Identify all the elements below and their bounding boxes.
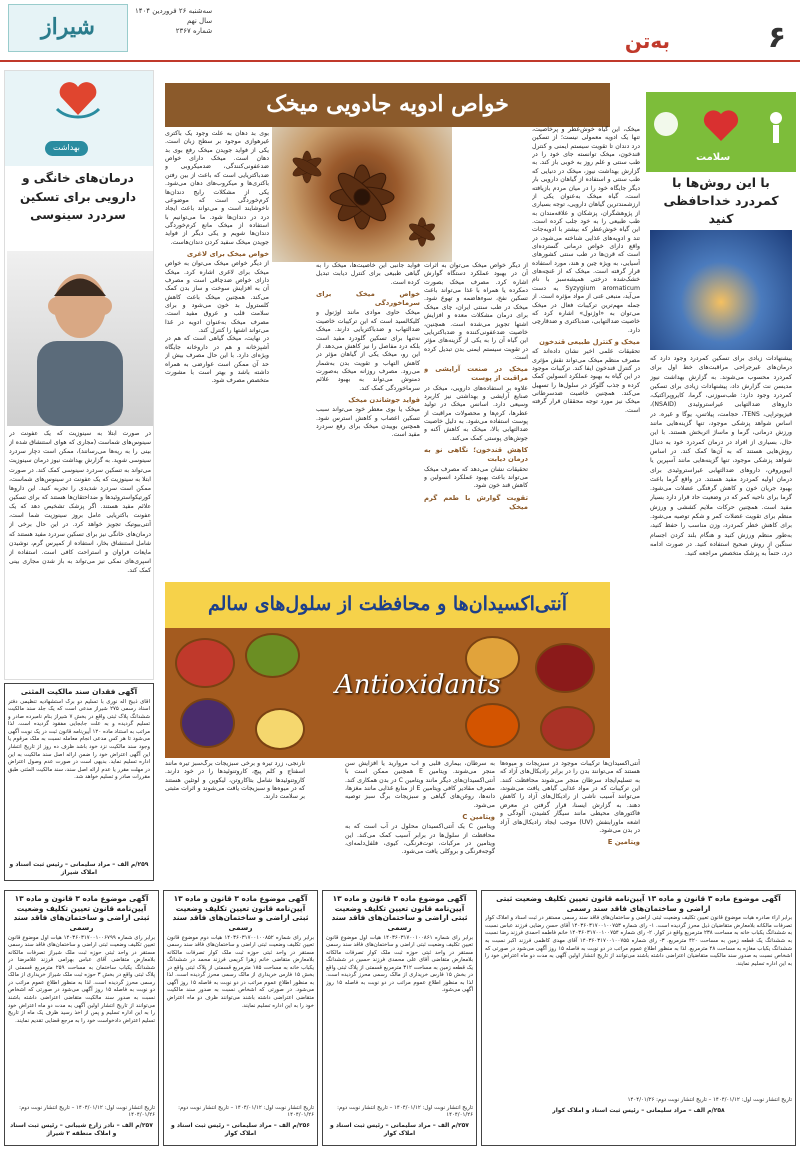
health-icons: [646, 96, 796, 156]
lemons-bowl: [255, 708, 305, 750]
issue-year: سال نهم: [186, 17, 213, 26]
health-label: سلامت: [696, 151, 731, 163]
subheading-diabetes: کاهش قندخون؛ نگاهی نو به درمان دیابت: [424, 446, 528, 464]
back-pain-image: [650, 230, 792, 350]
clove-column-1: میخک، این گیاه خوش‌عطر و پرخاصیت، تنها یک ادویه معمولی نیست؛ از تسکین درد دندان تا تقویت سیستم ایمنی و کنترل قندخون، میخک توانسته جای خود را در طب سنتی و علم روز به خوبی باز کند. به گزارش بهداشت نیوز، میخک در دنیایی که طب سنتی و استفاده از گیاهان دارویی بار دیگر جایگاه خود را در میان مردم بازیافته است، گیاه میخک به‌عنوان یکی از ارزشمندترین گیاهان دارویی، توجه بسیاری از پژوهشگران، پزشکان و علاقه‌مندان به طب طبیعی را به خود جلب کرده است. این گیاه خوش‌عطر که بیشتر با ادویه‌جات تند و ادویه‌های غذایی شناخته می‌شود، در واقع دارای خواص درمانی گسترده‌ای است که قرن‌ها در طب سنتی کشورهای آسیایی، به ویژه چین و هند، مورد استفاده قرار گرفته است. میخک که از غنچه‌های خشک‌شده درختی همیشه‌سبز با نام Syzygium aromaticum به دست می‌آید، منبعی غنی از مواد مؤثره است. از جمله مهم‌ترین ترکیبات فعال در میخک می‌توان به «اوژنول» اشاره کرد که خاصیت ضدالتهابی، ضدباکتری و ضدقارچی دارد. میخک و کنترل طبیعی قندخون تحقیقات علمی اخیر نشان داده‌اند که مصرف منظم میخک می‌تواند نقش مؤثری در کنترل قندخون ایفا کند. ترکیبات موجود در این گیاه به بهبود عملکرد انسولین کمک کرده و جذب گلوکز در سلول‌ها را تسهیل می‌کند. همچنین خاصیت ضدسرطانی میخک نیز مورد توجه محققان قرار گرفته است.: [532, 126, 640, 414]
ad-lost-deed: [4, 683, 154, 881]
ad-land-title-2: آگهی موضوع ماده ۳ قانون و ماده ۱۳ آیین‌نامه قانون تعیین تکلیف وضعیت ثبتی اراضی و ساختمان‌های فاقد سند رسمی برابر رای شماره ۱۴۰۳۶۰۳۱۷۰۰۱۰۰۸۵۲ هیات دوم موضوع قانون تعیین تکلیف وضعیت ثبتی اراضی و ساختمان‌های فاقد سند رسمی مستقر در واحد ثبتی حوزه ثبت ملک کوار تصرفات مالکانه بلامعارض متقاضی خانم زهرا کریمی فرزند محمد در ششدانگ یکباب خانه به مساحت ۱۸۵ مترمربع قسمتی از پلاک ثبتی واقع در بخش ۱۵ فارس خریداری از مالک رسمی محرز گردیده است. لذا به منظور اطلاع عموم مراتب در دو نوبت به فاصله ۱۵ روز آگهی می‌شود. در صورتی که اشخاص نسبت به صدور سند مالکیت متقاضی اعتراضی داشته باشند می‌توانند ظرف دو ماه اعتراض خود را به این اداره تسلیم نمایند. تاریخ انتشار نوبت اول: ۱۴۰۴/۰۱/۱۲ – تاریخ انتشار نوبت دوم: ۱۴۰۴/۰۱/۲۶ ۲۵۶/م الف – مراد سلیمانی – رئیس ثبت اسناد و املاک کوار: [163, 890, 318, 1146]
antioxidant-title: آنتی‌اکسیدان‌ها و محافظت از سلول‌های سالم: [207, 593, 568, 616]
antioxidant-column-3: نارنجی، زرد تیره و برخی سبزیجات برگ‌سبز تیره مانند اسفناج و کلم پیچ، کاروتنوئیدها را در خود دارند. کاروتنوئیدها شامل بتاکاروتن، لیکوپن و لوتئین هستند که در میوه‌ها و سبزیجات یافت می‌شوند و اثرات مثبتی بر سلامت دارند.: [165, 760, 305, 801]
hygiene-badge: بهداشت: [45, 141, 88, 156]
right-article-title: با این روش‌ها با کمردرد خداحافظی کنید: [663, 175, 779, 227]
headache-illustration: [7, 251, 153, 426]
antioxidant-column-2: به سرطان، بیماری قلبی و آب مروارید یا افزایش سن منجر می‌شوند. ویتامین E همچنین ممکن است با آنتی‌اکسیدان‌های دیگر مانند ویتامین C در بدن همکاری کند. مصرف مقادیر کافی ویتامین E از منابع غذایی مانند مغزها، دانه‌ها، روغن‌های گیاهی و سبزیجات برگ سبز توصیه می‌شود. ویتامین C ویتامین C یک آنتی‌اکسیدان محلول در آب است که به محافظت از سلول‌ها در برابر آسیب کمک می‌کند. این ویتامین در مرکبات، توت‌فرنگی، کیوی، فلفل‌دلمه‌ای، گوجه‌فرنگی و بروکلی یافت می‌شود.: [345, 760, 495, 856]
left-article-title: درمان‌های خانگی و دارویی برای تسکین سردرد سینوسی: [19, 171, 137, 223]
newspaper-logo[interactable]: شیراز: [8, 4, 128, 52]
right-article: [646, 92, 796, 887]
star-anise-illustration: [272, 127, 452, 262]
ad-body: آقای ذبیح اله نوری با تسلیم دو برگ استشهادیه تنظیمی دفتر اسناد رسمی ۲۷۵ شیراز مدعی است که یک جلد سند مالکیت ششدانگ پلاک ثبتی واقع در بخش ۷ شیراز بنام نامبرده صادر و تسلیم گردیده و به علت جابجایی مفقود گردیده است. لذا مراتب به استناد ماده ۱۲۰ آیین‌نامه قانون ثبت در یک نوبت آگهی می‌شود تا هر کس مدعی انجام معامله نسبت به ملک مرقوم یا وجود سند مالکیت نزد خود باشد ظرف ده روز از تاریخ انتشار این آگهی اعتراض خود را ضمن ارائه اصل سند مالکیت به این اداره تسلیم نماید. بدیهی است در صورت عدم وصول اعتراض در مهلت مقرر یا عدم ارائه اصل سند، سند مالکیت المثنی طبق مقررات صادر و تسلیم خواهد شد.: [8, 698, 150, 781]
greens-bowl: [245, 633, 300, 678]
ad-land-title-4: آگهی موضوع ماده ۳ قانون و ماده ۱۳ آیین‌نامه قانون تعیین تکلیف وضعیت ثبتی اراضی و ساختمان‌های فاقد سند رسمی برابر آراء صادره هیات موضوع قانون تعیین تکلیف وضعیت ثبتی اراضی و ساختمان‌های فاقد سند رسمی مستقر در ثبت اسناد و املاک کوار تصرفات مالکانه بلامعارض متقاضیان ذیل محرز گردیده است. ۱- رای شماره ۱۴۰۳۶۰۳۱۷۰۰۱۰۰۷۵۳ آقای حسن رضایی فرزند عباس نسبت به ششدانگ یکباب خانه به مساحت ۲۳۸ مترمربع واقع در کوار. ۲- رای شماره ۱۴۰۳۶۰۳۱۷۰۰۱۰۰۷۵۴ خانم فاطمه احمدی فرزند رضا نسبت به ششدانگ یک قطعه زمین به مساحت ۴۲۰ مترمربع. ۳- رای شماره ۱۴۰۳۶۰۳۱۷۰۰۱۰۰۷۵۵ آقای مهدی کاظمی فرزند اکبر نسبت به ششدانگ یکباب مغازه به مساحت ۴۸ مترمربع. لذا به منظور اطلاع عموم مراتب در دو نوبت به فاصله ۱۵ روز آگهی می‌شود در صورتی که اشخاص نسبت به صدور سند مالکیت متقاضیان اعتراضی داشته باشند می‌توانند از تاریخ انتشار اولین آگهی به مدت دو ماه اعتراض خود را به این اداره تسلیم نمایند. تاریخ انتشار نوبت اول: ۱۴۰۴/۰۱/۱۲ – تاریخ انتشار نوبت دوم: ۱۴۰۴/۰۱/۲۶ ۲۵۸/م الف – مراد سلیمانی – رئیس ثبت اسناد و املاک کوار: [481, 890, 796, 1146]
subheading-weight: خواص میخک برای لاغری: [186, 250, 269, 259]
right-article-body: پیشنهادات زیادی برای تسکین کمردرد وجود دارد که درمان‌های غیرجراحی مراقبت‌های خط اول برای کمردرد محسوب می‌شوند. به گزارش بهداشت نیوز مدیسن نت گزارش داد، پیشنهادات زیادی برای تسکین کمردرد وجود دارد: طب‌سوزنی، گرما، کایروپراکتیک، داروهای ضدالتهابی غیراستروئیدی (NSAID)، فیزیوتراپی، TENS، حجامت، پیلاتس، یوگا و غیره. در اساس شواهد پزشکی موجود، تنها گزینه‌هایی مانند ورزش درمانی، گرما و ماساژ اثربخش هستند. با این حال، بسیاری از افراد در درمان کمردرد خود به دنبال روش‌هایی هستند که به آن‌ها کمک کند. در اساس شواهد پزشکی موجود، تنها گزینه‌هایی مانند آسپرین یا ایبوپروفن، داروهای ضدالتهابی غیراستروئیدی برای درمان اولیه کمردرد مفید هستند. در واقع گرما باعث بهبود جریان خون و کاهش گرفتگی عضلات می‌شود. گرما برای ناحیه کمر که در وضعیت حاد قرار دارد بسیار مفید است. همچنین حرکات ملایم کششی و ورزش منظم برای تقویت عضلات کمر و شکم توصیه می‌شود. برای کاهش خطر کمردرد، وزن مناسب را حفظ کنید، به‌طور منظم ورزش کنید و هنگام بلند کردن اجسام سنگین از روش صحیح استفاده کنید. در صورت ادامه درد، حتماً به پزشک متخصص مراجعه کنید.: [650, 355, 792, 558]
left-banner: [5, 71, 153, 166]
health-banner: [646, 92, 796, 172]
subheading-skin: میخک در صنعت آرایشی و مراقبت از پوست: [424, 365, 528, 383]
star-anise-image: [272, 127, 452, 262]
clove-column-3: فواید جانبی این خاصیت‌ها، میخک را به گیاهی طبیعی برای کنترل دیابت تبدیل کرده است. خواص میخک برای سرماخوردگی میخک حاوی موادی مانند اوژنول و کلیکالسید است که این ترکیبات خاصیت ضدالتهاب و ضدباکتریایی دارند. میخک نه‌تنها برای تسکین گلودرد مفید است بلکه درد مفاصل را نیز کاهش می‌دهد. از این رو، میخک یکی از گیاهان مؤثر در کاهش التهاب و تقویت بدن به‌شمار می‌رود. مصرف روزانه میخک به‌صورت دمنوش می‌تواند به بهبود علائم سرماخوردگی کمک کند. فواید جوشاندن میخک میخک یا بوی معطر خود می‌تواند سبب تسکین اعصاب و کاهش استرس شود. همچنین بوییدن میخک برای رفع سردرد مفید است.: [316, 262, 420, 439]
berries-bowl: [175, 638, 235, 688]
issue-date: سه‌شنبه ۲۶ فروردین ۱۴۰۴: [135, 7, 213, 15]
subheading-digestion: تقویت گوارش با طعم گرم میخک: [424, 493, 528, 511]
issue-number: شماره ۲۳۶۷: [175, 27, 213, 36]
ad-title: آگهی فقدان سند مالکیت المثنی: [20, 687, 138, 696]
antioxidant-column-1: آنتی‌اکسیدان‌ها ترکیبات موجود در سبزیجات و میوه‌ها هستند که می‌توانند بدن را در برابر رادیکال‌های آزاد که به تسلیم‌ایجاد سرطان منجر می‌شوند محافظت کنند. این ترکیبات که در مواد غذایی گیاهی یافت می‌شوند، می‌توانند آسیب ناشی از رادیکال‌های آزاد را کاهش دهند. به گزارش ایسنا، قرار گرفتن در معرض فاکتورهای محیطی مانند سیگار کشیدن، آلودگی و اشعه ماورابنفش (UV) موجب ایجاد رادیکال‌های آزاد در بدن می‌شود. ویتامین E: [500, 760, 640, 847]
subheading-decoction: فواید جوشاندن میخک: [348, 396, 420, 405]
subheading-cold: خواص میخک برای سرماخوردگی: [316, 290, 420, 308]
issue-info: [135, 6, 212, 36]
left-article: [4, 70, 154, 680]
clove-article-title-bar: [165, 83, 610, 127]
ad-footer: ۲۵۹/م الف – مراد سلیمانی – رئیس ثبت اسناد و املاک شیراز: [9, 860, 149, 877]
page-number: ۶: [767, 20, 786, 55]
ad-land-title-1: آگهی موضوع ماده ۳ قانون و ماده ۱۳ آیین‌نامه قانون تعیین تکلیف وضعیت ثبتی اراضی و ساختمان‌های فاقد سند رسمی برابر رای شماره ۱۴۰۳۶۰۳۱۷۰۰۱۰۰۶۷۹۹ هیات اول موضوع قانون تعیین تکلیف وضعیت ثبتی اراضی و ساختمان‌های فاقد سند رسمی مستقر در واحد ثبتی حوزه ثبت ملک شیراز تصرفات مالکانه بلامعارض متقاضی آقای عباس بهرامی فرزند غلامرضا در ششدانگ یکباب ساختمان به مساحت ۲۵۹ مترمربع قسمتی از پلاک ثبتی واقع در بخش ۳ حوزه ثبت ملک شیراز خریداری از مالک رسمی محرز گردیده است. لذا به منظور اطلاع عموم مراتب در دو نوبت به فاصله ۱۵ روز آگهی می‌شود در صورتی که اشخاص نسبت به صدور سند مالکیت متقاضی اعتراضی داشته باشند می‌توانند از تاریخ انتشار اولین آگهی به مدت دو ماه اعتراض خود را به این اداره تسلیم و پس از اخذ رسید ظرف یک ماه از تاریخ تسلیم اعتراض دادخواست خود را به مرجع قضایی تقدیم نمایند. تاریخ انتشار نوبت اول: ۱۴۰۴/۰۱/۱۲ – تاریخ انتشار نوبت دوم: ۱۴۰۴/۰۱/۲۶ ۲۵۷/م الف – نادر زارع شیبانی – رئیس ثبت اسناد و املاک منطقه ۲ شیراز: [4, 890, 159, 1146]
clove-column-2: از دیگر خواص میخک می‌توان به اثرات آن در بهبود عملکرد دستگاه گوارش اشاره کرد. مصرف میخک بصورت دمکرده یا همراه با غذا می‌تواند باعث تسکین نفخ، سوءهاضمه و تهوع شود. میخک در طب سنتی ایران، چای میخک برای درمان مشکلات معده و افزایش اشتها تجویز می‌شده است. همچنین، خاصیت ضدعفونی‌کننده و ضدباکتریایی این گیاه آن را به یکی از گزینه‌های مؤثر در تقویت سیستم ایمنی بدن تبدیل کرده است. میخک در صنعت آرایشی و مراقبت از پوست علاوه بر استفاده‌های دارویی، میخک در صنایع آرایشی و بهداشتی نیز کاربرد وسیعی دارد. اسانس میخک در تولید عطرها، کرم‌ها و محصولات مراقبت از پوست استفاده می‌شود. به دلیل خاصیت ضدالتهابی بالا، میخک به کاهش آکنه و جوش‌های پوستی کمک می‌کند. کاهش قندخون؛ نگاهی نو به درمان دیابت تحقیقات نشان می‌دهد که مصرف میخک می‌تواند باعث بهبود عملکرد انسولین و کاهش قند خون شود. تقویت گوارش با طعم گرم میخک: [424, 262, 528, 511]
grapes-bowl: [180, 698, 235, 748]
antioxidants-text: Antioxidants: [335, 670, 501, 700]
ad-land-title-3: آگهی موضوع ماده ۳ قانون و ماده ۱۳ آیین‌نامه قانون تعیین تکلیف وضعیت ثبتی اراضی و ساختمان‌های فاقد سند رسمی برابر رای شماره ۱۴۰۳۶۰۳۱۷۰۰۱۰۰۸۶۱ هیات اول موضوع قانون تعیین تکلیف وضعیت ثبتی اراضی و ساختمان‌های فاقد سند رسمی مستقر در واحد ثبتی حوزه ثبت ملک کوار تصرفات مالکانه بلامعارض متقاضی آقای علی محمدی فرزند حسین در ششدانگ یک قطعه زمین به مساحت ۳۱۲ مترمربع قسمتی از پلاک ثبتی واقع در بخش ۱۵ فارس خریداری از مالک رسمی محرز گردیده است. لذا به منظور اطلاع عموم مراتب در دو نوبت به فاصله ۱۵ روز آگهی می‌شود. تاریخ انتشار نوبت اول: ۱۴۰۴/۰۱/۱۲ – تاریخ انتشار نوبت دوم: ۱۴۰۴/۰۱/۲۶ ۲۵۷/م الف – مراد سلیمانی – رئیس ثبت اسناد و املاک کوار: [322, 890, 477, 1146]
antioxidant-title-bar: [165, 582, 610, 628]
headache-man-image: [7, 251, 153, 426]
clove-article-title: خواص ادویه جادویی میخک: [266, 91, 509, 118]
left-article-body: در صورت ابتلا به سینوزیت که یک عفونت در سینوس‌های شماست (مجاری که هوای استنشاق شده از بینی را به ریه‌ها می‌رسانند)، ممکن است دچار سردرد سینوسی شوید. به گزارش بهداشت نیوز درمان سینوزیت می‌تواند به تسکین سردرد سینوسی کمک کند. در صورت ابتلا به سینوزیت که یک عفونت در سینوس‌های شماست، ممکن است سردرد شدیدی را تجربه کنید. این داروها کورتیکواستروئیدها و ضداحتقان‌ها هستند که برای تسکین علائم مفید هستند. اگر پزشک تشخیص دهد که یک عفونت باکتریایی عامل بروز سینوزیت شما است، آنتی‌بیوتیک تجویز خواهد کرد. در این حال برخی از درمان‌های خانگی نیز برای تسکین سردرد مفید هستند که شامل استنشاق بخار، استفاده از کمپرس گرم، نوشیدن مایعات فراوان و استراحت کافی است. استفاده از اسپری‌های نمکی نیز می‌تواند به باز شدن مجاری بینی کمک کند.: [9, 430, 151, 575]
heart-hands-icon: [55, 79, 101, 119]
section-title: به‌تن: [624, 29, 670, 53]
subheading-vitamin-e: ویتامین E: [607, 838, 640, 847]
subheading-vitamin-c: ویتامین C: [462, 813, 495, 822]
clove-column-4: بوی بد دهان به علت وجود یک باکتری غیرهوازی موجود بر سطح زبان است. یکی از فواید جویدن میخک رفع بوی بد دهان است. میخک دارای خواص ضدعفونی‌کنندگی، ضدمیکروبی و ضدباکتریایی است که باعث از بین رفتن باکتری‌ها و میکروب‌های دهان می‌شود. یکی از مشکلات رایج دندان‌ها کرم‌خوردگی است که موضوعی ناخوشایند است و می‌تواند باعث ایجاد درد در دندان‌ها شود. ما می‌توانیم با استفاده از میخک مانع کرم‌خوردگی دندان‌ها شویم و یکی دیگر از فواید جویدن میخک سفید کردن دندان‌هاست. خواص میخک برای لاغری از دیگر خواص میخک می‌توان به خواص میخک برای لاغری اشاره کرد. میخک دارای خواص ضدچاقی است و مصرف آن به افزایش سوخت و ساز بدن کمک می‌کند. همچنین میخک باعث کاهش کلسترول بد خون می‌شود و برای سلامت قلب و عروق مفید است. مصرف میخک به‌عنوان ادویه در غذا می‌تواند اشتها را کنترل کند. در نهایت، میخک گیاهی است که هم در آشپزخانه و هم در داروخانه جایگاه ویژه‌ای دارد. با این حال مصرف بیش از حد آن ممکن است عوارضی به همراه داشته باشد و بهتر است با مشورت متخصص مصرف شود.: [165, 130, 269, 385]
subheading-blood-sugar: میخک و کنترل طبیعی قندخون: [539, 337, 640, 346]
